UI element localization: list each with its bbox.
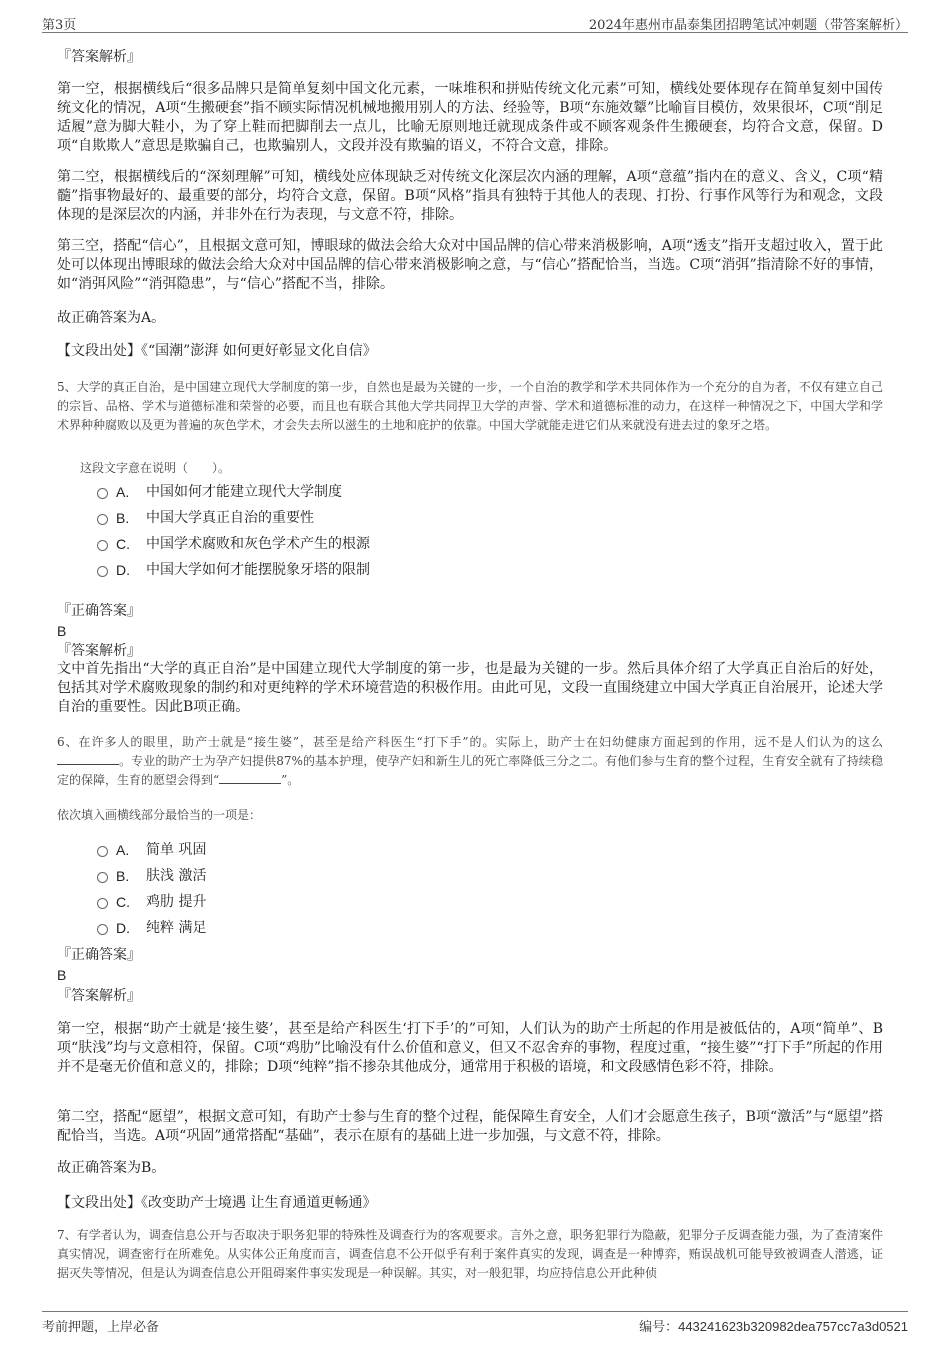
radio-icon[interactable] (97, 514, 108, 525)
fill-blank-2[interactable] (219, 771, 281, 784)
q6-analysis-para-1: 第一空，根据“助产士就是‘接生婆’，甚至是给产科医生‘打下手’的”可知，人们认为的助产士所起的作用是被低估的，A项“简单”、B项“肤浅”均与文意相符，保留。C项“鸡肋”比喻没有什么价值和意义，但又不忍舍弃的事物，程度过重，“接生婆”“打下手”所起的作用并不是毫无价值和意义的，排除；D项“纯粹”指不掺杂其他成分，通常用于积极的语境，和文段感情色彩不符，排除。 (57, 1021, 883, 1075)
q5-answer: B (57, 623, 67, 639)
footer-code: 编号：443241623b320982dea757cc7a3d0521 (639, 1319, 908, 1335)
q4-analysis-para-3: 第三空，搭配“信心”，且根据文意可知，博眼球的做法会给大众对中国品牌的信心带来消极影响，A项“透支”指开支超过收入，置于此处可以体现出博眼球的做法会给大众对中国品牌的信心带来消极影响之意，与“信心”搭配恰当，当选。C项“消弭”指清除不好的事情，如“消弭风险”“消弭隐患”，与“信心”搭配不当，排除。 (57, 238, 883, 292)
radio-icon[interactable] (97, 898, 108, 909)
q5-option-c[interactable]: C. 中国学术腐败和灰色学术产生的根源 (97, 534, 370, 554)
q4-analysis-para-2: 第二空，根据横线后的“深刻理解”可知，横线处应体现缺乏对传统文化深层次内涵的理解，A项“意蕴”指内在的意义、含义，C项“精髓”指事物最好的、最重要的部分，均符合文意，保留。B项“风格”指具有独特于其他人的表现、打扮、行事作风等行为和观念，文段体现的是深层次的内涵，并非外在行为表现，与文意不符，排除。 (57, 169, 883, 223)
q4-analysis-para-1: 第一空，根据横线后“很多品牌只是简单复刻中国文化元素，一味堆积和拼贴传统文化元素”可知，横线处要体现存在简单复刻中国传统文化的情况，A项“生搬硬套”指不顾实际情况机械地搬用别人的方法、经验等，B项“东施效颦”比喻盲目模仿，效果很坏，C项“削足适履”意为脚大鞋小，为了穿上鞋而把脚削去一点儿，比喻无原则地迁就现成条件或不顾客观条件生搬硬套，均符合文意，保留。D项“自欺欺人”意思是欺骗自己，也欺骗别人，文段并没有欺骗的语义，不符合文意，排除。 (57, 81, 883, 154)
footer-slogan: 考前押题，上岸必备 (42, 1320, 160, 1335)
q5-prompt: 这段文字意在说明（ ）。 (80, 461, 231, 475)
q6-prompt: 依次填入画横线部分最恰当的一项是： (57, 808, 262, 822)
q6-option-b[interactable]: B. 肤浅 激活 (97, 866, 206, 886)
q5-option-b[interactable]: B. 中国大学真正自治的重要性 (97, 508, 314, 528)
q6-option-d[interactable]: D. 纯粹 满足 (97, 918, 206, 938)
q6-answer-label: 『正确答案』 (57, 947, 141, 963)
fill-blank-1[interactable] (57, 752, 119, 765)
q6-stem: 6、在许多人的眼里，助产士就是“接生婆”，甚至是给产科医生“打下手”的。实际上，助产士在妇幼健康方面起到的作用，远不是人们认为的这么。专业的助产士为孕产妇提供87%的基本护理，使孕产妇和新生儿的死亡率降低三分之二。有他们参与生育的整个过程，生育安全就有了持续稳定的保障，生育的愿望会得到“ ”。 (57, 735, 883, 787)
radio-icon[interactable] (97, 488, 108, 499)
q6-option-c[interactable]: C. 鸡肋 提升 (97, 892, 206, 912)
radio-icon[interactable] (97, 872, 108, 883)
radio-icon[interactable] (97, 566, 108, 577)
page-number: 第3页 (42, 18, 77, 33)
q4-analysis-label: 『答案解析』 (57, 49, 141, 65)
q6-answer: B (57, 967, 67, 983)
q5-option-a[interactable]: A. 中国如何才能建立现代大学制度 (97, 482, 342, 502)
q7-stem: 7、有学者认为，调查信息公开与否取决于职务犯罪的特殊性及调查行为的客观要求。言外之意，职务犯罪行为隐蔽，犯罪分子反调查能力强，为了查清案件真实情况，调查密行在所难免。从实体公正角度而言，调查信息不公开似乎有利于案件真实的发现，调查是一种博弈，贿误战机可能导致被调查人潜逃，证据灭失等情况，但是认为调查信息公开阻碍案件事实发现是一种误解。其实，对一般犯罪，均应持信息公开此种侦 (57, 1228, 883, 1280)
page-footer (42, 1311, 908, 1334)
document-title: 2024年惠州市晶泰集团招聘笔试冲刺题（带答案解析） (588, 18, 908, 33)
radio-icon[interactable] (97, 924, 108, 935)
radio-icon[interactable] (97, 846, 108, 857)
radio-icon[interactable] (97, 540, 108, 551)
q6-source: 【文段出处】《改变助产士境遇 让生育通道更畅通》 (57, 1195, 377, 1211)
q4-source: 【文段出处】《“国潮”澎湃 如何更好彰显文化自信》 (57, 343, 377, 359)
q6-analysis-para-2: 第二空，搭配“愿望”，根据文意可知，有助产士参与生育的整个过程，能保障生育安全，人们才会愿意生孩子，B项“激活”与“愿望”搭配恰当，当选。A项“巩固”通常搭配“基础”，表示在原有的基础上进一步加强，与文意不符，排除。 (57, 1109, 883, 1144)
q4-answer-line: 故正确答案为A。 (57, 310, 166, 326)
q5-answer-label: 『正确答案』 (57, 603, 141, 619)
q5-analysis-label: 『答案解析』 (57, 643, 141, 659)
q6-answer-line: 故正确答案为B。 (57, 1160, 166, 1176)
q5-stem: 5、大学的真正自治，是中国建立现代大学制度的第一步，自然也是最为关键的一步，一个自治的教学和学术共同体作为一个充分的自为者，不仅有建立自己的宗旨、品格、学术与道德标准和荣誉的必要，而且也有联合其他大学共同捍卫大学的声誉、学术和道德标准的动力，在这样一种情况之下，中国大学和学术界种种腐败以及更为普遍的灰色学术，才会失去所以滋生的土地和庇护的依靠。中国大学就能走进它们从来就没有进去过的象牙之塔。 (57, 380, 883, 432)
q5-option-d[interactable]: D. 中国大学如何才能摆脱象牙塔的限制 (97, 560, 370, 580)
q5-analysis: 文中首先指出“大学的真正自治”是中国建立现代大学制度的第一步，也是最为关键的一步。然后具体介绍了大学真正自治后的好处，包括其对学术腐败现象的制约和对更纯粹的学术环境营造的积极作用。由此可见，文段一直围绕建立中国大学真正自治展开，论述大学自治的重要性。因此B项正确。 (57, 661, 883, 715)
q6-analysis-label: 『答案解析』 (57, 988, 141, 1004)
q6-option-a[interactable]: A. 简单 巩固 (97, 840, 206, 860)
